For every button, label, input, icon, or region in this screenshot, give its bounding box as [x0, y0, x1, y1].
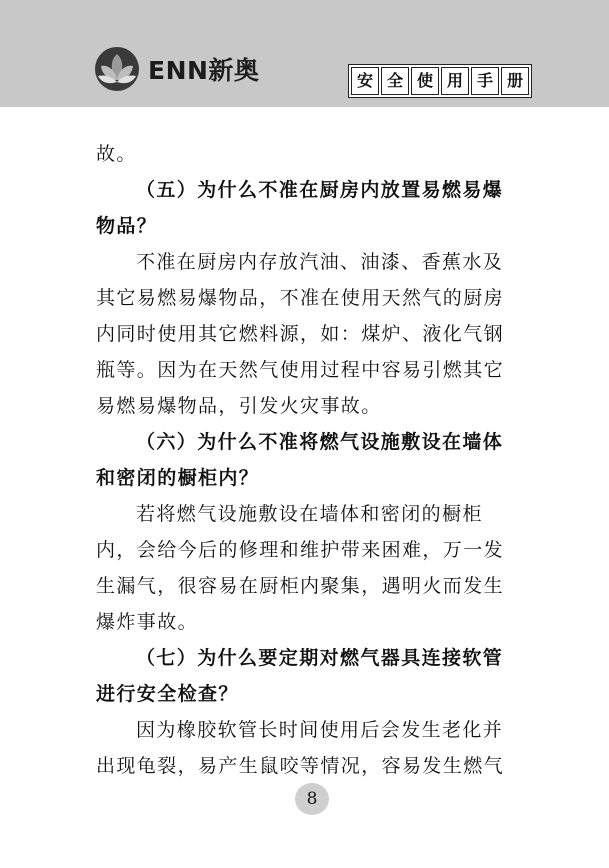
text-line: 不准在厨房内存放汽油、油漆、香蕉水及: [136, 251, 504, 273]
manual-title-char: 册: [501, 67, 529, 95]
manual-title: [348, 64, 532, 98]
manual-title-char: 用: [441, 67, 469, 95]
question-heading: 和密闭的橱柜内？: [96, 467, 260, 489]
page-header: [0, 0, 609, 107]
question-heading: 进行安全检查？: [96, 683, 239, 705]
brand-logo: [94, 46, 259, 92]
question-heading: （七）为什么要定期对燃气器具连接软管: [136, 647, 504, 669]
manual-title-char: 全: [381, 67, 409, 95]
manual-title-char: 手: [471, 67, 499, 95]
text-line: 若将燃气设施敷设在墙体和密闭的橱柜: [136, 503, 483, 525]
manual-title-char: 使: [411, 67, 439, 95]
question-heading: （五）为什么不准在厨房内放置易燃易爆: [136, 179, 504, 201]
brand-name: ENN新奥: [148, 56, 260, 85]
text-line: 易燃易爆物品，引发火灾事故。: [96, 395, 382, 417]
text-line: 因为橡胶软管长时间使用后会发生老化并: [136, 719, 504, 741]
lotus-logo-icon: [94, 46, 140, 92]
text-line: 内同时使用其它燃料源，如：煤炉、液化气钢: [96, 323, 505, 345]
manual-title-char: 安: [351, 67, 379, 95]
page-number: 8: [295, 783, 329, 815]
text-line: 内，会给今后的修理和维护带来困难，万一发: [96, 539, 505, 561]
text-line: 出现龟裂，易产生鼠咬等情况，容易发生燃气: [96, 755, 505, 777]
question-heading: 物品？: [96, 215, 158, 237]
text-line: 其它易燃易爆物品，不准在使用天然气的厨房: [96, 287, 505, 309]
text-line: 瓶等。因为在天然气使用过程中容易引燃其它: [96, 359, 505, 381]
question-heading: （六）为什么不准将燃气设施敷设在墙体: [136, 431, 504, 453]
text-line: 生漏气，很容易在厨柜内聚集，遇明火而发生: [96, 575, 505, 597]
document-body: [96, 136, 534, 784]
text-line: 故。: [96, 143, 137, 165]
text-line: 爆炸事故。: [96, 611, 199, 633]
